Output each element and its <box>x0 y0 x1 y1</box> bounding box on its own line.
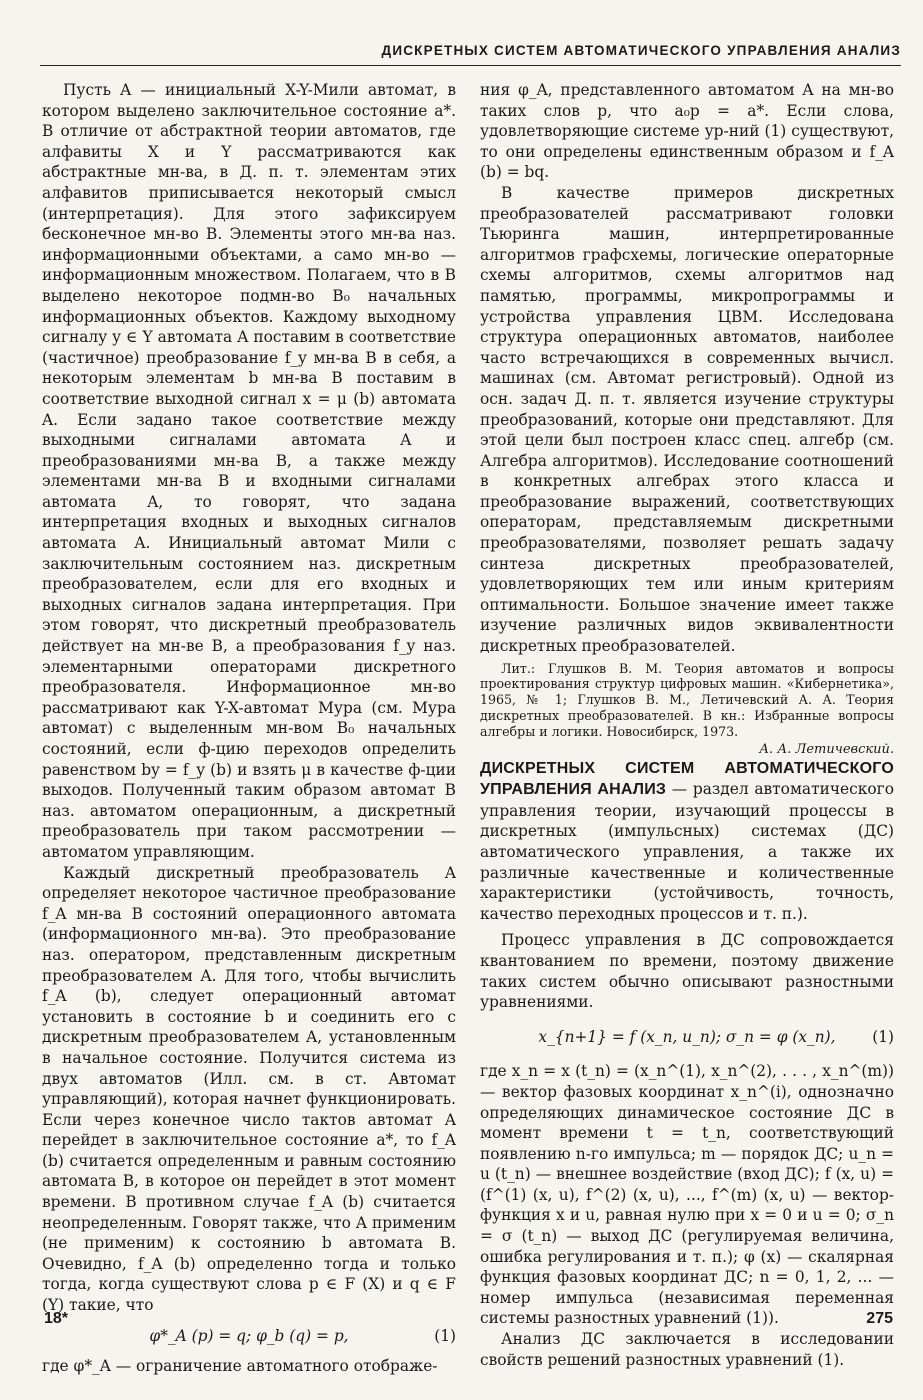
paragraph: Процесс управления в ДС сопровождается квантованием по времени, поэтому движение таких систем обычно описывают разностными уравнениями. <box>480 931 894 1012</box>
formula-number: (1) <box>872 1027 894 1046</box>
formula-number: (1) <box>434 1326 456 1345</box>
running-title: ДИСКРЕТНЫХ СИСТЕМ АВТОМАТИЧЕСКОГО УПРАВЛЕНИЯ АНАЛИЗ <box>381 43 901 58</box>
page-header <box>40 37 901 66</box>
formula-text: x_{n+1} = f (x_n, u_n); σ_n = φ (x_n), <box>538 1027 836 1046</box>
paragraph: Пусть A — инициальный X-Y-Мили автомат, в котором выделено заключительное состояние a*. В отличие от абстрактной теории автоматов, где алфавиты X и Y рассматриваются как абстрактные мн-ва, в Д. п. т. элементам этих алфавитов приписывается некоторый смысл (интерпретация). Для этого зафиксируем бесконечное мн-во B. Элементы этого мн-ва наз. информационными объектами, а само мн-во — информационным множеством. Полагаем, что в B выделено некоторое подмн-во B₀ начальных информационных объектов. Каждому выходному сигналу y ∈ Y автомата A поставим в соответствие (частичное) преобразование f_y мн-ва B в себя, а некоторым элементам b мн-ва B поставим в соответствие выходной сигнал x = μ (b) автомата A. Если задано такое соответствие между выходными сигналами автомата A и преобразованиями мн-ва B, а также между элементами мн-ва B и входными сигналами автомата A, то говорят, что задана интерпретация входных и выходных сигналов автомата A. Инициальный автомат Мили с заключительным состоянием наз. дискретным преобразователем, если для его входных и выходных сигналов задана интерпретация. При этом говорят, что дискретный преобразователь действует на мн-ве B, а преобразования f_y наз. элементарными операторами дискретного преобразователя. Информационное мн-во рассматривают как Y-X-автомат Мура (см. Мура автомат) с выделенным мн-вом B₀ начальных состояний, если ф-цию переходов определить равенством by = f_y (b) и взять μ в качестве ф-ции выходов. Полученный таким образом автомат B наз. автоматом операционным, а дискретный преобразователь при таком рассмотрении — автоматом управляющим. <box>42 81 457 861</box>
literature: Лит.: Глушков В. М. Теория автоматов и вопросы проектирования структур цифровых машин. «Кибернетика», 1965, № 1; Глушков В. М., Летичевский А. А. Теория дискретных преобразователей. В кн.: Избранные вопросы алгебры и логики. Новосибирск, 1973. <box>480 660 894 739</box>
entry-text: — раздел автоматического управления теории, изучающий процессы в дискретных (импульсных) системах (ДС) автоматического управления, а также их различные качественные и количественные характеристики (устойчивость, точность, качество переходных процессов и т. п.). <box>480 780 894 923</box>
left-column <box>42 80 456 1377</box>
paragraph: В качестве примеров дискретных преобразователей рассматривают головки Тьюринга машин, интерпретированные алгоритмов графсхемы, логические операторные схемы алгоритмов, схемы алгоритмов над памятью, программы, микропрограммы и устройства управления ЦВМ. Исследована структура операционных автоматов, наиболее часто встречающихся в современных вычисл. машинах (см. Автомат регистровый). Одной из осн. задач Д. п. т. является изучение структуры преобразований, которые они представляют. Для этой цели был построен класс спец. алгебр (см. Алгебра алгоритмов). Исследование соотношений в конкретных алгебрах этого класса и преобразование выражений, соответствующих операторам, представляемым дискретными преобразователями, позволяет решать задачу синтеза дискретных преобразователей, удовлетворяющих тем или иным критериям оптимальности. Большое значение имеет также изучение различных видов эквивалентности дискретных преобразователей. <box>480 183 894 656</box>
signature-mark: 18* <box>44 1310 69 1327</box>
formula <box>480 1027 894 1048</box>
page-number: 275 <box>866 1310 893 1327</box>
paragraph: где φ*_A — ограничение автоматного отображе- <box>42 1357 438 1376</box>
paragraph: Анализ ДС заключается в исследовании свойств решений разностных уравнений (1). <box>480 1330 894 1369</box>
encyclopedia-entry <box>480 758 894 925</box>
right-column <box>480 80 894 1370</box>
author-signature: А. А. Летичевский. <box>759 741 894 757</box>
entry-heading: ДИСКРЕТНЫХ СИСТЕМ АВТОМАТИЧЕСКОГО УПРАВЛЕНИЯ АНАЛИЗ <box>480 759 894 799</box>
paragraph: где x_n = x (t_n) = (x_n^(1), x_n^(2), . . . , x_n^(m)) — вектор фазовых координат x_n^(i), однозначно определяющих динамическое состояние ДС в момент времени t = t_n, соответствующий появлению n-го импульса; m — порядок ДС; u_n = u (t_n) — внешнее воздействие (вход ДС); f (x, u) = (f^(1) (x, u), f^(2) (x, u), ..., f^(m) (x, u) — вектор-функция x и u, равная нулю при x = 0 и u = 0; σ_n = σ (t_n) — выход ДС (регулируемая величина, ошибка регулирования и т. п.); φ (x) — скалярная функция фазовых координат ДС; n = 0, 1, 2, ... — номер импульса (независимая переменная системы разностных уравнений (1)). <box>480 1062 894 1328</box>
paragraph: ния φ_A, представленного автоматом A на мн-во таких слов p, что a₀p = a*. Если слова, удовлетворяющие системе ур-ний (1) существуют, то они определены единственным образом и f_A (b) = bq. <box>480 81 894 182</box>
formula-text: φ*_A (p) = q; φ_b (q) = p, <box>149 1326 349 1345</box>
formula <box>42 1326 456 1347</box>
paragraph: Каждый дискретный преобразователь A определяет некоторое частичное преобразование f_A мн-ва B состояний операционного автомата (информационного мн-ва). Это преобразование наз. оператором, представленным дискретным преобразователем A. Для того, чтобы вычислить f_A (b), следует операционный автомат установить в состояние b и соединить его с дискретным преобразователем A, установленным в начальное состояние. Получится система из двух автоматов (Илл. см. в ст. Автомат управляющий), которая начнет функционировать. Если через конечное число тактов автомат A перейдет в заключительное состояние a*, то f_A (b) считается определенным и равным состоянию автомата B, в которое он перейдет в этот момент времени. В противном случае f_A (b) считается неопределенным. Говорят также, что A применим (не применим) к состоянию b автомата B. Очевидно, f_A (b) определенно тогда и только тогда, когда существуют слова p ∈ F (X) и q ∈ F (Y) такие, что <box>42 863 456 1315</box>
